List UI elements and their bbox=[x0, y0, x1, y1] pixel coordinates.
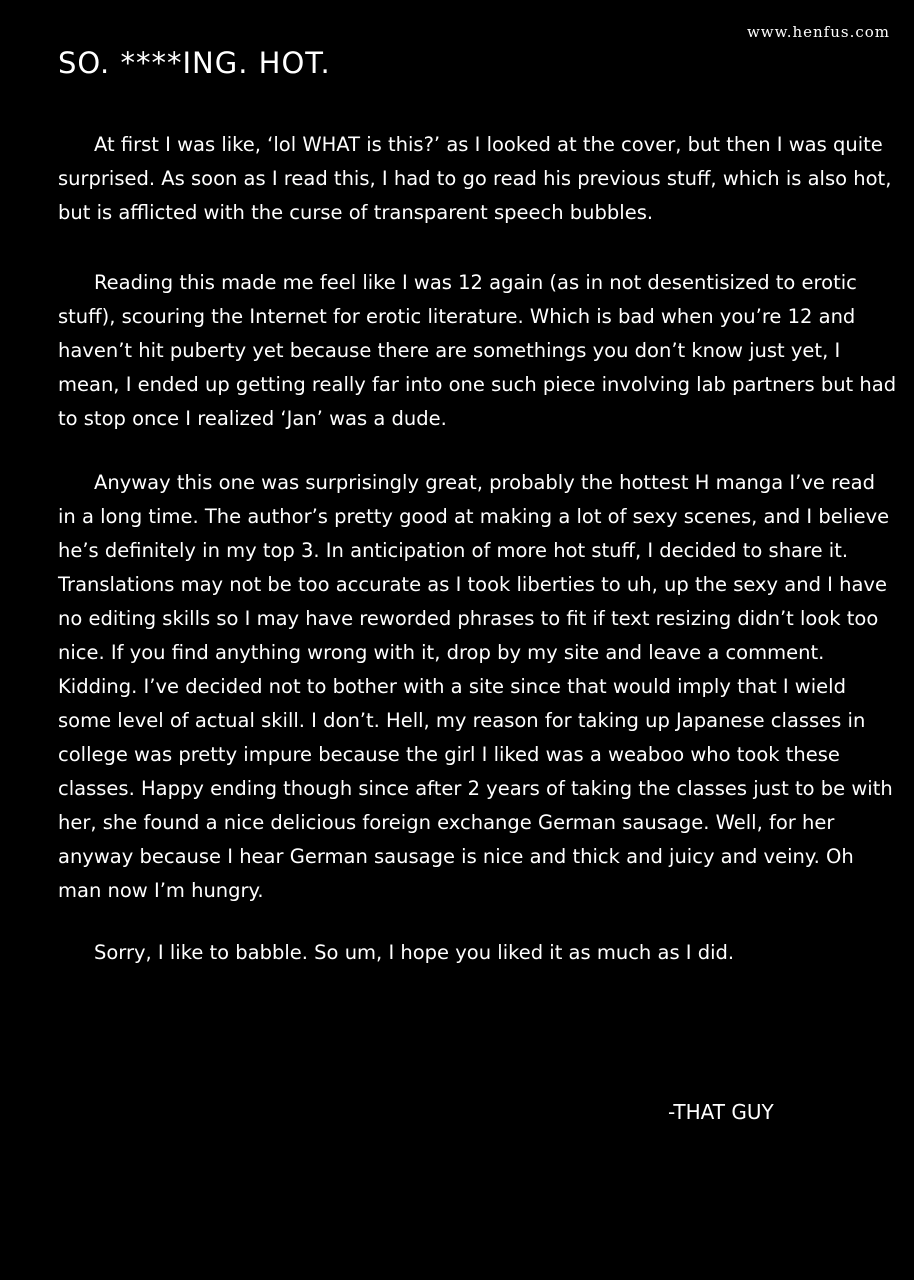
paragraph: Sorry, I like to babble. So um, I hope you liked it as much as I did. bbox=[94, 941, 735, 964]
paragraph: Anyway this one was surprisingly great, probably the hottest H manga I’ve read in a long time. The author’s pretty good at making a lot of sexy scenes, and I believe he’s definitely in my top 3. In anticipation of more hot stuff, I decided to share it. Translations may not be too accurate as I took liberties to uh, up the sexy and I have no editing skills so I may have reworded phrases to fit if text resizing didn’t look too nice. If you find anything wrong with it, drop by my site and leave a comment. Kidding. I’ve decided not to bother with a site since that would imply that I wield some level of actual skill. I don’t. Hell, my reason for taking up Japanese classes in college was pretty impure because the girl I liked was a weaboo who took these classes. Happy ending though since after 2 years of taking the classes just to be with her, she found a nice delicious foreign exchange German sausage. Well, for her anyway because I hear German sausage is nice and thick and juicy and veiny. Oh man now I’m hungry. bbox=[58, 471, 893, 902]
body-text bbox=[58, 128, 898, 1002]
watermark: www.henfus.com bbox=[746, 23, 890, 41]
page-title: SO. ****ING. HOT. bbox=[58, 46, 331, 80]
paragraph: At first I was like, ‘lol WHAT is this?’ as I looked at the cover, but then I was quite surprised. As soon as I read this, I had to go read his previous stuff, which is also hot, but is afflicted with the curse of transparent speech bubbles. bbox=[58, 133, 892, 224]
paragraph: Reading this made me feel like I was 12 again (as in not desentisized to erotic stuff), scouring the Internet for erotic literature. Which is bad when you’re 12 and haven’t hit puberty yet because there are somethings you don’t know just yet, I mean, I ended up getting really far into one such piece involving lab partners but had to stop once I realized ‘Jan’ was a dude. bbox=[58, 271, 897, 430]
signature: -THAT GUY bbox=[668, 1100, 774, 1124]
